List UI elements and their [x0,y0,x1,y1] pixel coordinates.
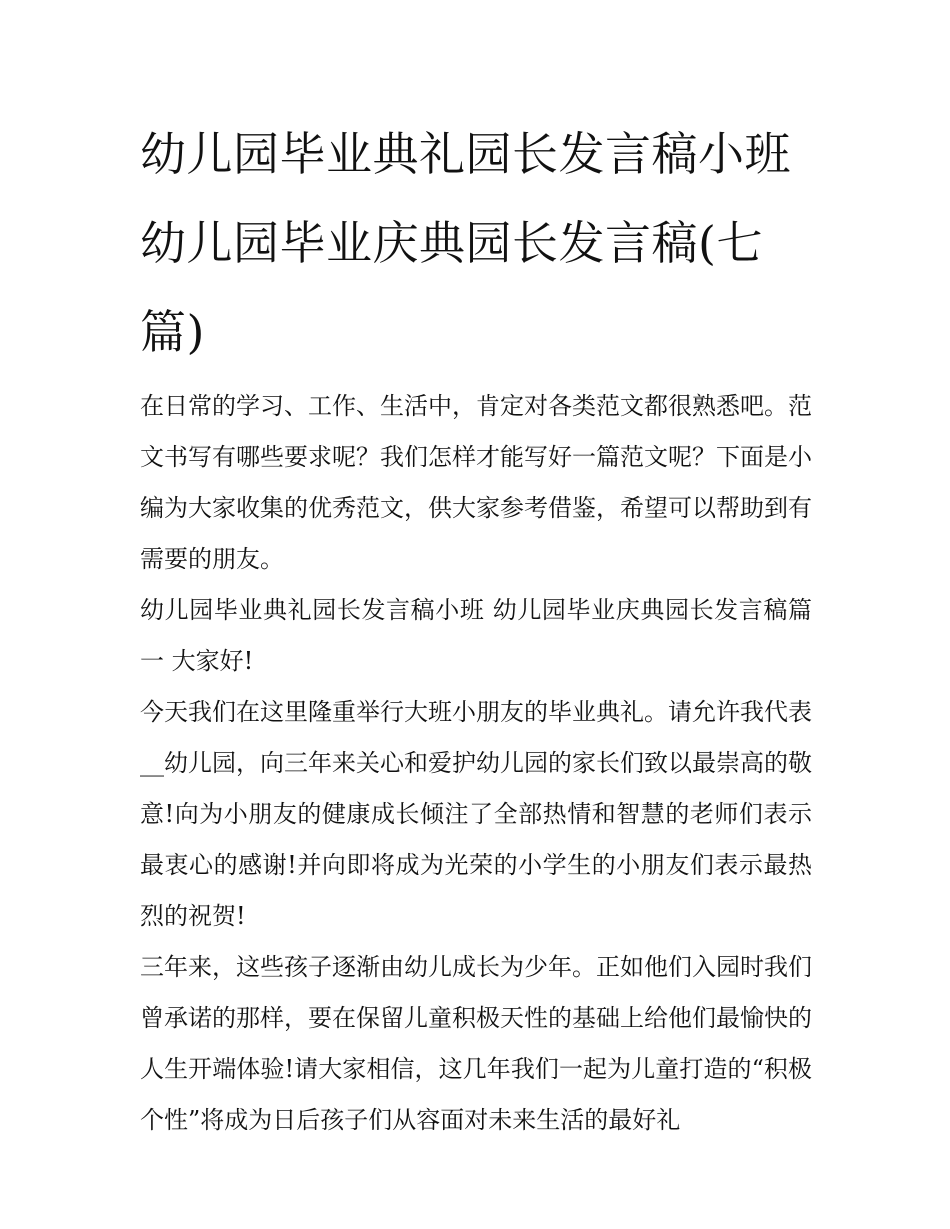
document-title: 幼儿园毕业典礼园长发言稿小班 幼儿园毕业庆典园长发言稿(七篇) [140,127,791,359]
document-page [140,110,812,1146]
body-paragraph-2: 三年来，这些孩子逐渐由幼儿成长为少年。正如他们入园时我们曾承诺的那样，要在保留儿童积极天性的基础上给他们最愉快的人生开端体验!请大家相信，这几年我们一起为儿童打造的“积极个性”将成为日后孩子们从容面对未来生活的最好礼 [140,953,812,1134]
body-paragraph-1: 今天我们在这里隆重举行大班小朋友的毕业典礼。请允许我代表__幼儿园，向三年来关心和爱护幼儿园的家长们致以最崇高的敬意!向为小朋友的健康成长倾注了全部热情和智慧的老师们表示最衷心的感谢!并向即将成为光荣的小学生的小朋友们表示最热烈的祝贺! [140,698,812,930]
section-heading-paragraph: 幼儿园毕业典礼园长发言稿小班 幼儿园毕业庆典园长发言稿篇一 大家好! [140,596,812,675]
intro-paragraph: 在日常的学习、工作、生活中，肯定对各类范文都很熟悉吧。范文书写有哪些要求呢？我们怎样才能写好一篇范文呢？下面是小编为大家收集的优秀范文，供大家参考借鉴，希望可以帮助到有需要的朋友。 [140,392,812,573]
